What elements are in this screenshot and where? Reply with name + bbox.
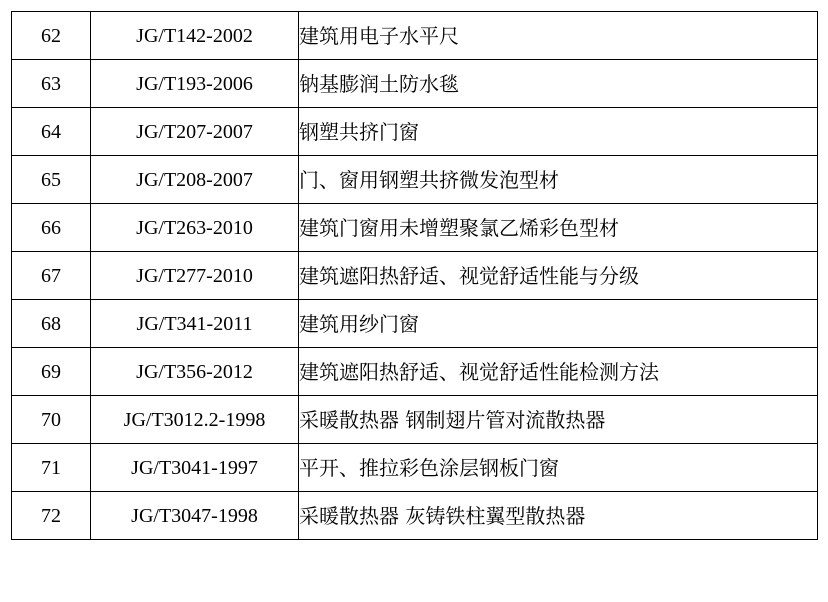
row-name: 门、窗用钢塑共挤微发泡型材	[299, 167, 559, 192]
row-name: 采暖散热器 钢制翅片管对流散热器	[299, 407, 606, 432]
table-row	[12, 252, 818, 300]
row-name-cell	[299, 108, 818, 156]
row-code-cell	[91, 12, 299, 60]
row-number: 62	[41, 24, 61, 47]
row-code: JG/T341-2011	[136, 312, 253, 335]
table-row	[12, 12, 818, 60]
row-number: 64	[41, 120, 61, 143]
row-name: 平开、推拉彩色涂层钢板门窗	[299, 455, 559, 480]
row-number: 69	[41, 360, 61, 383]
row-code: JG/T356-2012	[136, 360, 253, 383]
row-number-cell	[12, 492, 91, 540]
row-code: JG/T277-2010	[136, 264, 253, 287]
table-body	[12, 12, 818, 540]
row-code-cell	[91, 300, 299, 348]
row-number-cell	[12, 204, 91, 252]
row-number-cell	[12, 348, 91, 396]
row-name-cell	[299, 396, 818, 444]
row-name-cell	[299, 156, 818, 204]
row-code: JG/T3041-1997	[131, 456, 258, 479]
table-row	[12, 492, 818, 540]
row-number-cell	[12, 396, 91, 444]
row-number: 63	[41, 72, 61, 95]
row-name-cell	[299, 60, 818, 108]
row-number: 72	[41, 504, 61, 527]
standards-table	[11, 11, 818, 540]
row-number-cell	[12, 60, 91, 108]
row-name: 钢塑共挤门窗	[299, 119, 419, 144]
row-code: JG/T208-2007	[136, 168, 253, 191]
row-name-cell	[299, 348, 818, 396]
row-code: JG/T263-2010	[136, 216, 253, 239]
row-code: JG/T3047-1998	[131, 504, 258, 527]
row-code-cell	[91, 444, 299, 492]
row-code: JG/T3012.2-1998	[123, 408, 266, 431]
row-number-cell	[12, 444, 91, 492]
table-row	[12, 300, 818, 348]
row-code-cell	[91, 204, 299, 252]
table-row	[12, 396, 818, 444]
row-code-cell	[91, 60, 299, 108]
row-number: 65	[41, 168, 61, 191]
table-row	[12, 204, 818, 252]
row-code-cell	[91, 252, 299, 300]
row-code-cell	[91, 108, 299, 156]
table-row	[12, 156, 818, 204]
row-name-cell	[299, 300, 818, 348]
row-name: 建筑遮阳热舒适、视觉舒适性能检测方法	[299, 359, 659, 384]
row-name: 建筑用纱门窗	[299, 311, 419, 336]
row-name-cell	[299, 444, 818, 492]
row-code-cell	[91, 492, 299, 540]
row-name-cell	[299, 12, 818, 60]
row-name-cell	[299, 204, 818, 252]
row-number-cell	[12, 156, 91, 204]
table-row	[12, 60, 818, 108]
row-number-cell	[12, 252, 91, 300]
row-code-cell	[91, 156, 299, 204]
row-name: 建筑遮阳热舒适、视觉舒适性能与分级	[299, 263, 639, 288]
row-name: 建筑用电子水平尺	[299, 23, 459, 48]
row-code: JG/T193-2006	[136, 72, 253, 95]
table-row	[12, 108, 818, 156]
table-row	[12, 444, 818, 492]
row-number: 66	[41, 216, 61, 239]
row-number: 67	[41, 264, 61, 287]
row-number: 71	[41, 456, 61, 479]
row-name: 采暖散热器 灰铸铁柱翼型散热器	[299, 503, 586, 528]
row-number-cell	[12, 300, 91, 348]
row-number-cell	[12, 108, 91, 156]
row-name-cell	[299, 492, 818, 540]
table-row	[12, 348, 818, 396]
row-code: JG/T207-2007	[136, 120, 253, 143]
row-name: 钠基膨润土防水毯	[299, 71, 459, 96]
row-name-cell	[299, 252, 818, 300]
row-code-cell	[91, 348, 299, 396]
row-code: JG/T142-2002	[136, 24, 253, 47]
row-number: 68	[41, 312, 61, 335]
row-number-cell	[12, 12, 91, 60]
row-name: 建筑门窗用未增塑聚氯乙烯彩色型材	[299, 215, 619, 240]
row-code-cell	[91, 396, 299, 444]
row-number: 70	[41, 408, 61, 431]
